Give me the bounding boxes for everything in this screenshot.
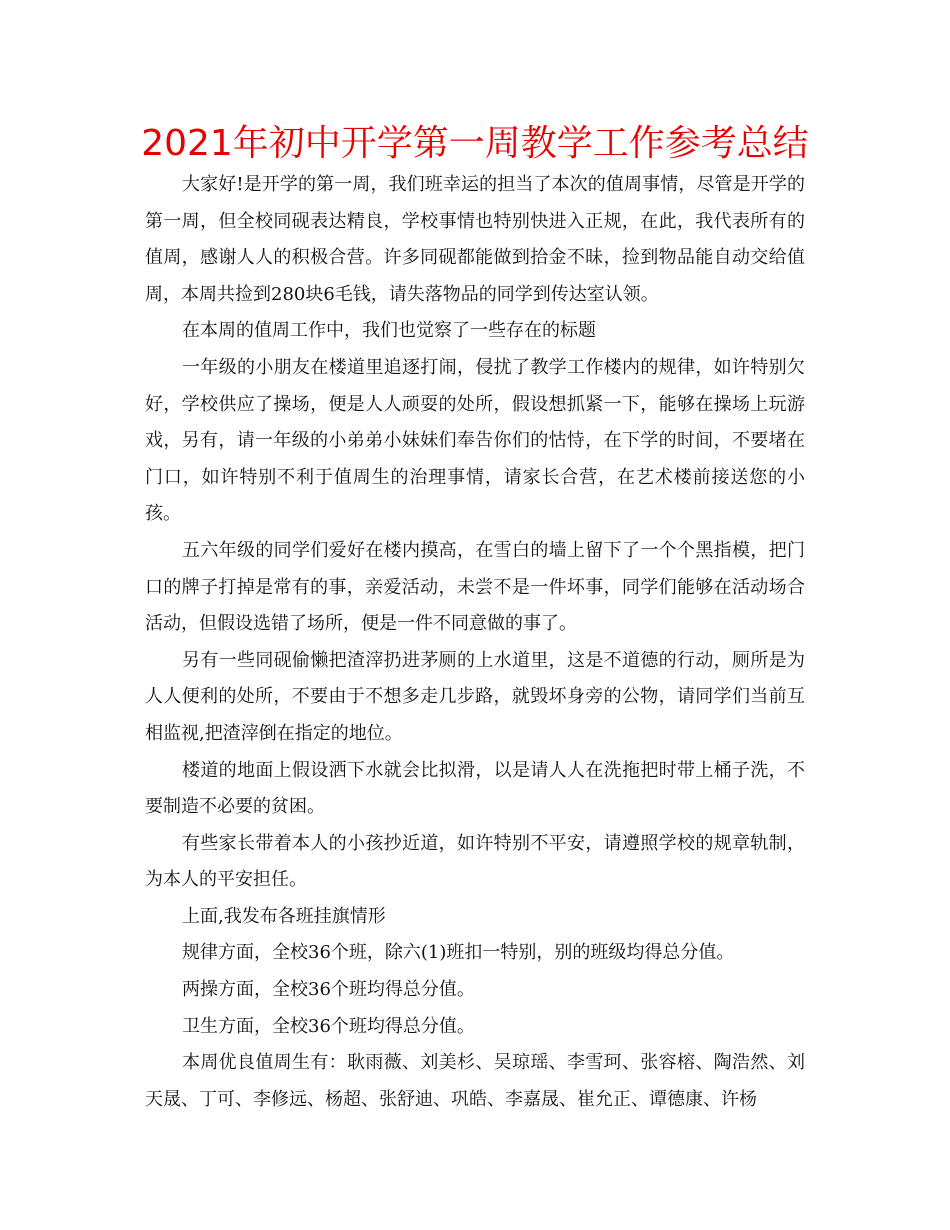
paragraph: 上面,我发布各班挂旗情形	[182, 905, 386, 927]
paragraph: 五六年级的同学们爱好在楼内摸高，在雪白的墙上留下了一个个黑指模，把门口的牌子打掉是常有的事，亲爱活动，未尝不是一件坏事，同学们能够在活动场合活动，但假设选错了场所，便是一件不同意做的事了。	[145, 539, 805, 635]
paragraph: 楼道的地面上假设洒下水就会比拟滑，以是请人人在洗拖把时带上桶子洗，不要制造不必要的贫困。	[145, 759, 805, 818]
paragraph: 两操方面，全校36个班均得总分值。	[182, 979, 475, 1001]
paragraph: 卫生方面，全校36个班均得总分值。	[182, 1015, 475, 1037]
paragraph: 大家好!是开学的第一周，我们班幸运的担当了本次的值周事情，尽管是开学的第一周，但全校同砚表达精良，学校事情也特别快进入正规，在此，我代表所有的值周，感谢人人的积极合营。许多同砚都能做到拾金不昧，捡到物品能自动交给值周，本周共捡到280块6毛钱，请失落物品的同学到传达室认领。	[145, 174, 805, 305]
paragraph: 规律方面，全校36个班，除六(1)班扣一特别，别的班级均得总分值。	[182, 942, 735, 964]
paragraph: 在本周的值周工作中，我们也觉察了一些存在的标题	[182, 320, 596, 342]
paragraph: 本周优良值周生有：耿雨薇、刘美杉、吴琼瑶、李雪珂、张容榕、陶浩然、刘天晟、丁可、李修远、杨超、张舒迪、巩皓、李嘉晟、崔允正、谭德康、许杨	[145, 1052, 805, 1110]
document-body	[145, 167, 805, 1118]
document-title: 2021年初中开学第一周教学工作参考总结	[141, 123, 809, 164]
paragraph: 一年级的小朋友在楼道里追逐打闹，侵扰了教学工作楼内的规律，如许特别欠好，学校供应了操场，便是人人顽耍的处所，假设想抓紧一下，能够在操场上玩游戏，另有，请一年级的小弟弟小妹妹们奉告你们的怙恃，在下学的时间，不要堵在门口，如许特别不利于值周生的治理事情，请家长合营，在艺术楼前接送您的小孩。	[145, 356, 805, 525]
paragraph: 另有一些同砚偷懒把渣滓扔进茅厕的上水道里，这是不道德的行动，厕所是为人人便利的处所，不要由于不想多走几步路，就毁坏身旁的公物，请同学们当前互相监视,把渣滓倒在指定的地位。	[145, 649, 805, 744]
paragraph: 有些家长带着本人的小孩抄近道，如许特别不平安，请遵照学校的规章轨制，为本人的平安担任。	[145, 832, 805, 891]
